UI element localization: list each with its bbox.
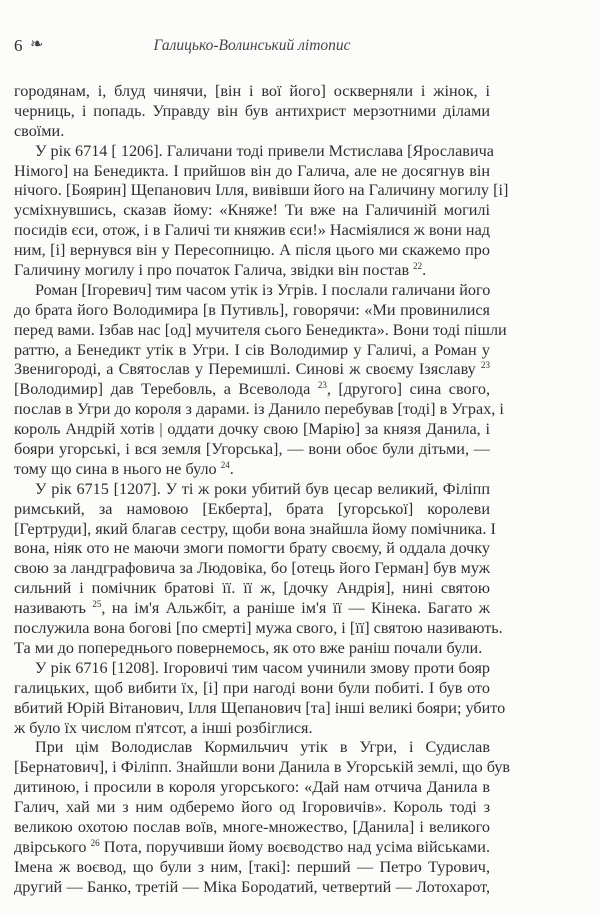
text-line: римський, за намовою [Екберта], брата [угорської] королеви xyxy=(14,499,490,518)
paragraph xyxy=(14,738,511,897)
page-number: 6 xyxy=(14,36,23,55)
text-line: Галич, хай ми з ним одберемо його од Ігоровичів». Король тоді з xyxy=(14,798,490,817)
text-line: галицьких, щоб вибити їх, [і] при нагоді вони були побиті. І був ото xyxy=(14,678,490,697)
text-line: король Андрій хотів | оддати дочку свою [Марію] за князя Данила, і xyxy=(14,420,490,439)
text-line: перед вами. Ізбав нас [од] мучителя сього Бенедикта». Вони тоді пішли xyxy=(14,320,507,339)
text-line: дитиною, і просили в короля угорського: «Дай нам отчича Данила в xyxy=(14,778,490,797)
text-line: до брата його Володимира [в Путивль], говорячи: «Ми провинилися xyxy=(14,300,490,319)
paragraph xyxy=(14,141,509,281)
footnote-ref: 23 xyxy=(317,380,327,391)
text-line: свою за ландграфовича за Людовіка, бо [отець його Герман] був муж xyxy=(14,559,490,578)
text-line: У рік 6715 [1207]. У ті ж роки убитий був цесар великий, Філіпп xyxy=(35,479,490,498)
text-line: Роман [Ігоревич] тим часом утік із Угрів. І послали галичани його xyxy=(35,280,491,299)
text-line: другий — Банко, третій — Міка Бородатий, четвертий — Лотохарот, xyxy=(14,877,490,896)
text-line: городянам, і, блуд чинячи, [він і вої його] оскверняли і жінок, і xyxy=(14,82,490,100)
text-line: вбитий Юрій Вітанович, Ілля Щепанович [та] інші великі бояри; убито xyxy=(14,698,506,717)
text-line: бояри угорські, і вся земля [Угорська], — вони обоє були дітьми, — xyxy=(14,440,490,459)
footnote-ref: 23 xyxy=(481,360,490,371)
paragraph xyxy=(14,658,506,739)
text-line: Звенигороді, а Святослав у Перемишлі. Синові ж своєму Ізяславу $^{23}$ xyxy=(14,360,490,379)
text-line: називають $^{25}$, на ім'я Альжбіт, а раніше ім'я її — Кінека. Багато ж xyxy=(14,599,490,618)
text-line: сильний і помічник братові її. її ж, [дочку Андрія], нині святою xyxy=(14,579,490,598)
text-line: Та ми до попереднього повернемось, як ото вже раніш почали були. xyxy=(14,638,483,657)
paragraph xyxy=(14,479,503,659)
text-line: двірського $^{26}$ Пота, поручивши йому воєводство над усіма військами. xyxy=(14,837,490,856)
text-line: Галичину могилу і про початок Галича, звідки він постав $^{22}$. xyxy=(14,261,427,280)
text-line: вона, ніяк ото не маючи змоги помогти брату своєму, й оддала дочку xyxy=(14,539,490,558)
body-text xyxy=(14,82,511,898)
text-line: [Гертруди], який благав сестру, щоби вона знайшла йому помічника. І xyxy=(14,519,496,538)
footnote-ref: 24 xyxy=(220,459,230,470)
text-line: Імена ж воєвод, що були з ним, [такі]: перший — Петро Турович, xyxy=(14,857,490,876)
text-line: послужила вона богові [по смерті] мужа свого, і [її] святою називають. xyxy=(14,619,503,638)
footnote-ref: 25 xyxy=(92,599,102,610)
ornament-icon: ❧ xyxy=(30,36,44,53)
text-line: усміхнувшись, сказав йому: «Княже! Ти вже на Галичиній могилі xyxy=(14,201,490,220)
paragraph xyxy=(14,82,490,142)
text-line: У рік 6714 [ 1206]. Галичани тоді привели Мстислава [Ярославича xyxy=(35,141,494,160)
text-line: [Бернатович], і Філіпп. Знайшли вони Данила в Угорській землі, що був xyxy=(14,758,511,777)
text-line: посидів єси, отож, і в Галичі ти княжив єси!» Насміялися ж вони над xyxy=(14,221,490,240)
text-line: тому що сина в нього не було $^{24}$. xyxy=(14,459,234,478)
text-line: своїми. xyxy=(14,121,65,140)
text-line: раттю, а Бенедикт утік в Угри. І сів Володимир у Галичі, а Роман у xyxy=(14,340,490,359)
text-line: У рік 6716 [1208]. Ігоровичі тим часом учинили змову проти бояр xyxy=(35,658,490,677)
footnote-ref: 26 xyxy=(90,837,100,848)
text-line: При цім Володислав Кормильчич утік в Угри, і Судислав xyxy=(35,738,490,757)
footnote-ref: 22 xyxy=(413,261,423,272)
page-header xyxy=(14,36,490,60)
text-line: ним, [і] вернувся він у Пересопницю. А після цього ми скажемо про xyxy=(14,241,490,260)
text-line: великою охотою послав воїв, многе-множество, [Данила] і великого xyxy=(14,817,490,836)
running-title: Галицько-Волинський літопис xyxy=(153,37,351,54)
text-line: [Володимир] дав Теребовль, а Всеволода $^{23}$, [другого] сина свого, xyxy=(14,380,490,399)
text-line: послав в Угри до короля з дарами. із Данило перебував [тоді] в Уграх, і xyxy=(14,400,504,419)
paragraph xyxy=(14,280,507,480)
text-line: ж було їх числом п'ятсот, а інші розбіглися. xyxy=(14,718,313,737)
text-line: Німого] на Бенедикта. І прийшов він до Галича, але не досягнув він xyxy=(14,161,490,180)
text-line: черниць, і попадь. Управду він був антихрист мерзотними ділами xyxy=(14,101,490,120)
text-line: нічого. [Боярин] Щепанович Ілля, вивівши його на Галичину могилу [і] xyxy=(14,181,509,200)
